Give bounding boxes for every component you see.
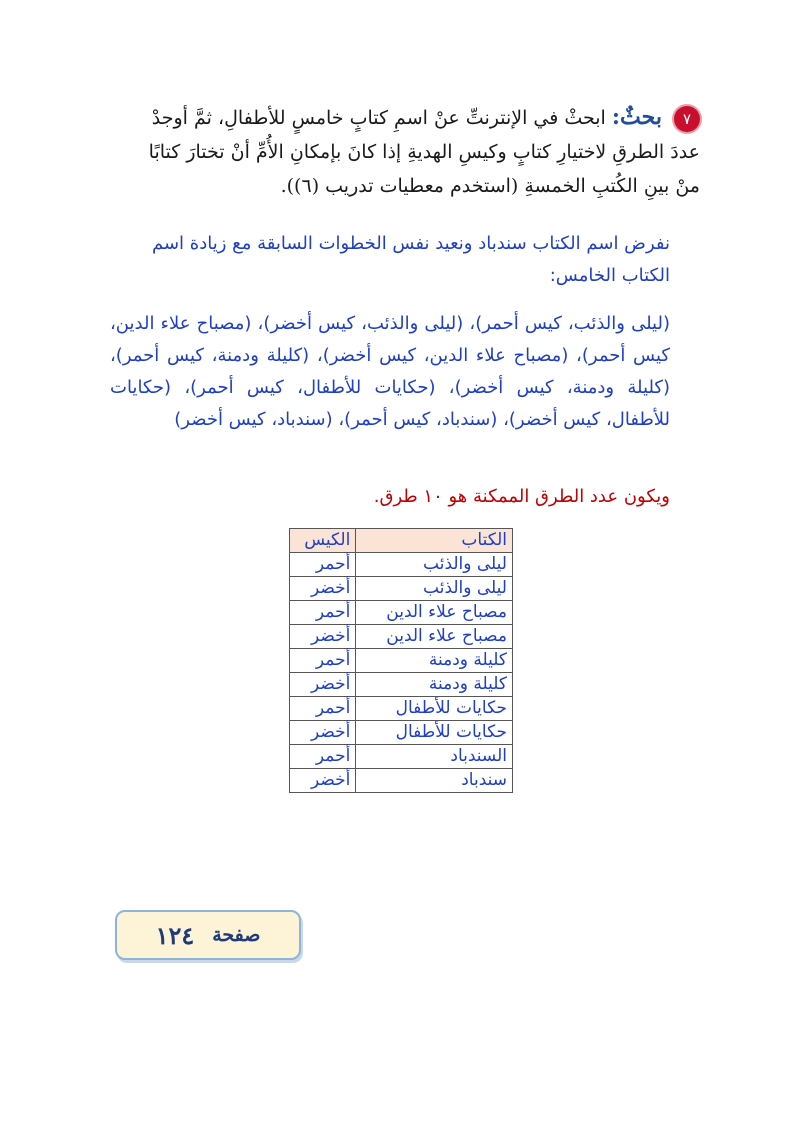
cell-book: حكايات للأطفال: [356, 697, 513, 721]
header-bag: الكيس: [290, 529, 356, 553]
page-number: ١٢٤: [155, 920, 195, 950]
answer-result: ويكون عدد الطرق الممكنة هو ١٠ طرق.: [373, 486, 670, 507]
table-row: [290, 697, 513, 721]
table-row: [290, 649, 513, 673]
cell-book: ليلى والذئب: [356, 553, 513, 577]
question-text: ابحثْ في الإنترنتِّ عنْ اسمِ كتابٍ خامسٍ للأطفالِ، ثمَّ أوجدْ عددَ الطرقِ لاختيارِ كتابٍ وكيسِ الهديةِ إذا كانَ بإمكانِ الأُمِّ أنْ تختارَ كتابًا منْ بينِ الكُتبِ الخمسةِ (استخدم معطيات تدريب (٦)).: [148, 107, 700, 197]
page-word: صفحة: [212, 924, 261, 946]
cell-bag: أخضر: [290, 625, 356, 649]
cell-bag: أحمر: [290, 745, 356, 769]
cell-book: ليلى والذئب: [356, 577, 513, 601]
header-book: الكتاب: [356, 529, 513, 553]
cell-book: حكايات للأطفال: [356, 721, 513, 745]
table-row: [290, 577, 513, 601]
cell-book: مصباح علاء الدين: [356, 601, 513, 625]
page-number-badge: [115, 910, 301, 960]
answer-intro: نفرض اسم الكتاب سندباد ونعيد نفس الخطوات السابقة مع زيادة اسم الكتاب الخامس:: [151, 233, 670, 286]
question-label: بحثٌ:: [611, 104, 662, 130]
cell-bag: أخضر: [290, 721, 356, 745]
cell-book: سندباد: [356, 769, 513, 793]
table-row: [290, 673, 513, 697]
table-header-row: [290, 529, 513, 553]
research-question: [140, 100, 700, 203]
cell-bag: أحمر: [290, 649, 356, 673]
cell-bag: أحمر: [290, 697, 356, 721]
table-row: [290, 769, 513, 793]
table-row: [290, 625, 513, 649]
question-number-badge: ٧: [674, 106, 700, 132]
table-row: [290, 553, 513, 577]
cell-bag: أخضر: [290, 577, 356, 601]
cell-bag: أحمر: [290, 553, 356, 577]
book-bag-table: [289, 528, 513, 793]
cell-bag: أخضر: [290, 673, 356, 697]
cell-book: كليلة ودمنة: [356, 673, 513, 697]
table-row: [290, 601, 513, 625]
cell-book: كليلة ودمنة: [356, 649, 513, 673]
cell-book: السندباد: [356, 745, 513, 769]
answer-outcome-list: (ليلى والذئب، كيس أحمر)، (ليلى والذئب، كيس أخضر)، (مصباح علاء الدين، كيس أحمر)، (مصباح علاء الدين، كيس أخضر)، (كليلة ودمنة، كيس أحمر)، (كليلة ودمنة، كيس أخضر)، (حكايات للأطفال، كيس أحمر)، (حكايات للأطفال، كيس أخضر)، (سندباد، كيس أحمر)، (سندباد، كيس أخضر): [110, 313, 670, 430]
table-row: [290, 745, 513, 769]
cell-bag: أحمر: [290, 601, 356, 625]
cell-book: مصباح علاء الدين: [356, 625, 513, 649]
cell-bag: أخضر: [290, 769, 356, 793]
table-row: [290, 721, 513, 745]
